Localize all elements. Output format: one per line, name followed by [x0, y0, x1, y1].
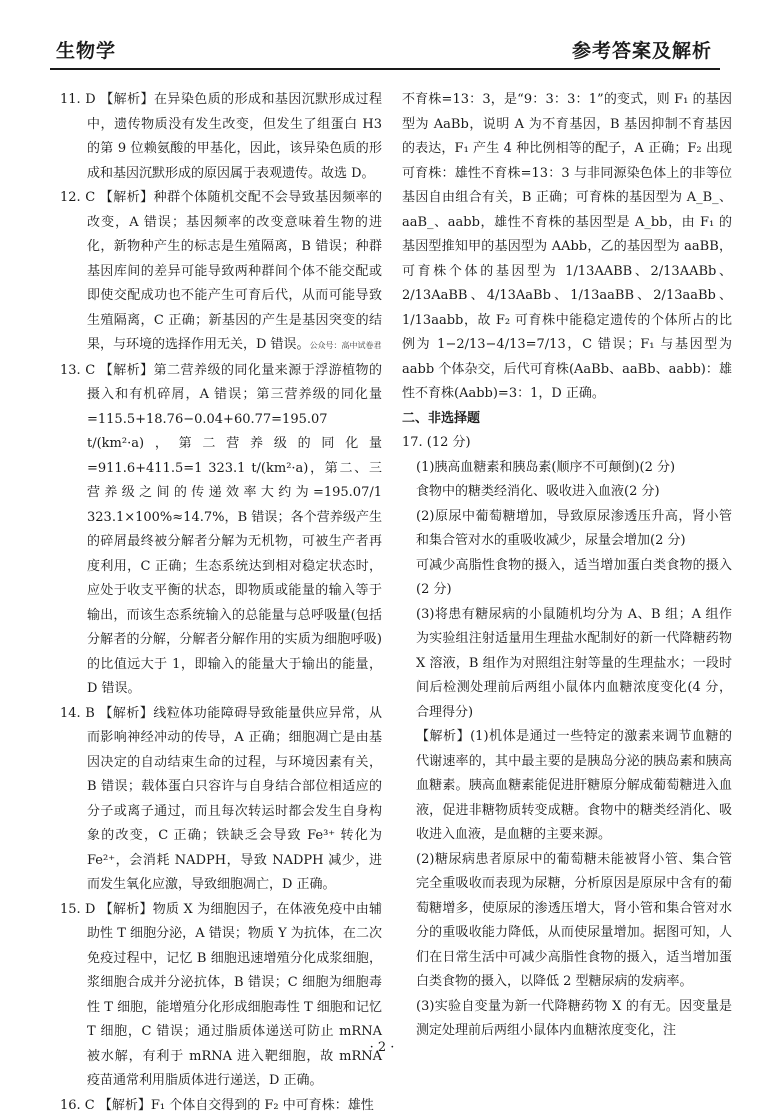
- answer-q14: 14. B 【解析】线粒体功能障碍导致能量供应异常，从而影响神经冲动的传导，A 正确；细胞凋亡是由基因决定的自动结束生命的过程，与环境因素有关，B 错误；载体蛋白只容许与自身结合部位相适应的分子或离子通过，而且每次转运时都会发生自身构象的改变，C 正确；铁缺乏会导致 Fe³⁺ 转化为 Fe²⁺，会消耗 NADPH，导致 NADPH 减少，进而发生氧化应激，导致细胞凋亡，D 正确。: [60, 702, 382, 898]
- page-number: · 2 ·: [0, 1040, 764, 1055]
- answer-q15: 15. D 【解析】物质 X 为细胞因子，在体液免疫中由辅助性 T 细胞分泌，A 错误；物质 Y 为抗体，在二次免疫过程中，记忆 B 细胞迅速增殖分化成浆细胞，浆细胞合成并分泌抗体，B 错误；C 细胞为细胞毒性 T 细胞，能增殖分化形成细胞毒性 T 细胞和记忆 T 细胞，C 错误；通过脂质体递送可防止 mRNA 被水解，有利于 mRNA 进入靶细胞，故 mRNA 疫苗通常利用脂质体进行递送，D 正确。: [60, 898, 382, 1094]
- q17-answer-3: (3)将患有糖尿病的小鼠随机均分为 A、B 组；A 组作为实验组注射适量用生理盐水配制好的新一代降糖药物 X 溶液，B 组作为对照组注射等量的生理盐水；一段时间后检测处理前后两组小鼠体内血糖浓度变化(4 分，合理得分): [402, 603, 732, 726]
- answer-q12-text: 12. C 【解析】种群个体随机交配不会导致基因频率的改变，A 错误；基因频率的改变意味着生物的进化，新物种产生的标志是生殖隔离，B 错误；种群基因库间的差异可能导致两种群间个体不能交配或即使交配成功也不能产生可育后代，从而可能导致生殖隔离，C 正确；新基因的产生是基因突变的结果，与环境的选择作用无关，D 错误。: [60, 190, 382, 352]
- q17-explanation-1: 【解析】(1)机体是通过一些特定的激素来调节血糖的代谢速率的，其中最主要的是胰岛分泌的胰岛素和胰高血糖素。胰高血糖素能促进肝糖原分解成葡萄糖进入血液，促进非糖物质转变成糖。食物中的糖类经消化、吸收进入血液，是血糖的主要来源。: [402, 725, 732, 848]
- page-header: [0, 0, 764, 70]
- section-title: 参考答案及解析: [572, 36, 712, 63]
- q17-answer-1: (1)胰高血糖素和胰岛素(顺序不可颠倒)(2 分): [402, 456, 732, 481]
- answer-q16-continued: 不育株=13：3，是“9：3：3：1”的变式，则 F₁ 的基因型为 AaBb，说明 A 为不育基因，B 基因抑制不育基因的表达，F₁ 产生 4 种比例相等的配子，A 正确；F₂ 出现可育株：雄性不育株=13：3 与非同源染色体上的非等位基因自由组合有关，B 正确；可育株的基因型为 A_B_、aaB_、aabb，雄性不育株的基因型是 A_bb，由 F₁ 的基因型推知甲的基因型为 AAbb，乙的基因型为 aaBB，可育株个体的基因型为 1/13AABB、2/13AABb、2/13AaBB、4/13AaBb、1/13aaBB、2/13aaBb、1/13aabb，故 F₂ 可育株中能稳定遗传的个体所占的比例为 1−2/13−4/13=7/13，C 错误；F₁ 与基因型为 aabb 个体杂交，后代可育株(AaBb、aaBb、aabb)：雄性不育株(Aabb)=3：1，D 正确。: [402, 88, 732, 407]
- q17-answer-2b: 可减少高脂性食物的摄入，适当增加蛋白类食物的摄入(2 分): [402, 554, 732, 603]
- section-heading: 二、非选择题: [402, 407, 732, 432]
- answer-q16-start: 16. C 【解析】F₁ 个体自交得到的 F₂ 中可育株：雄性: [60, 1094, 382, 1118]
- left-column: [60, 88, 382, 1118]
- q17-answer-1b: 食物中的糖类经消化、吸收进入血液(2 分): [402, 480, 732, 505]
- q17-explanation-2: (2)糖尿病患者原尿中的葡萄糖未能被肾小管、集合管完全重吸收而表现为尿糖，分析原因是原尿中含有的葡萄糖增多，使原尿的渗透压增大，肾小管和集合管对水分的重吸收能力降低，从而使尿量增加。据图可知，人们在日常生活中可减少高脂性食物的摄入，适当增加蛋白类食物的摄入，以降低 2 型糖尿病的发病率。: [402, 848, 732, 995]
- watermark-note: 公众号：高中试卷君: [310, 341, 382, 350]
- answer-q13: 13. C 【解析】第二营养级的同化量来源于浮游植物的摄入和有机碎屑，A 错误；第三营养级的同化量=115.5+18.76−0.04+60.77=195.07 t/(km²·a)，第二营养级的同化量=911.6+411.5=1 323.1 t/(km²·a)，第二、三营养级之间的传递效率大约为=195.07/1 323.1×100%≈14.7%，B 错误；各个营养级产生的碎屑最终被分解者分解为无机物，可被生产者再度利用，C 正确；生态系统达到相对稳定状态时，应处于收支平衡的状态，即物质或能量的输入等于输出，而该生态系统输入的总能量与总呼吸量(包括分解者的分解，分解者分解作用的实质为细胞呼吸)的比值远大于 1，即输入的能量大于输出的能量，D 错误。: [60, 359, 382, 702]
- q17-heading: 17. (12 分): [402, 431, 732, 456]
- subject-title: 生物学: [56, 36, 116, 63]
- q17-answer-2: (2)原尿中葡萄糖增加，导致原尿渗透压升高，肾小管和集合管对水的重吸收减少，尿量会增加(2 分): [402, 505, 732, 554]
- answer-q11: 11. D 【解析】在异染色质的形成和基因沉默形成过程中，遗传物质没有发生改变，但发生了组蛋白 H3 的第 9 位赖氨酸的甲基化，因此，该异染色质的形成和基因沉默形成的原因属于表观遗传。故选 D。: [60, 88, 382, 186]
- header-rule: [50, 68, 720, 70]
- answer-q12: [60, 186, 382, 359]
- right-column: [402, 88, 732, 1044]
- q17-explanation-3: (3)实验自变量为新一代降糖药物 X 的有无。因变量是测定处理前后两组小鼠体内血糖浓度变化，注: [402, 995, 732, 1044]
